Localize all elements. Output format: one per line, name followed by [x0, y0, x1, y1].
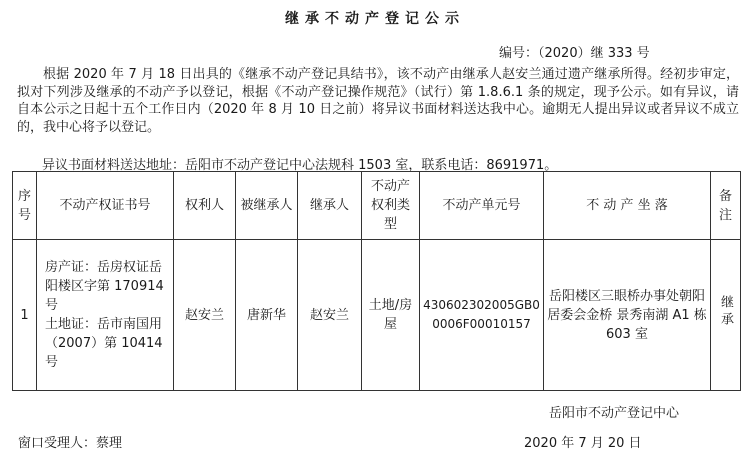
- header-cert: 不动产权证书号: [37, 172, 174, 240]
- table-row: [13, 240, 741, 391]
- header-deceased: 被继承人: [236, 172, 298, 240]
- cell-heir: 赵安兰: [298, 240, 362, 391]
- cell-type: 土地/房屋: [362, 240, 420, 391]
- property-table: [12, 171, 741, 391]
- cert-house: 房产证：岳房权证岳阳楼区字第 170914 号: [45, 260, 164, 313]
- cell-remark: [711, 240, 741, 391]
- cert-land: 土地证：岳市南国用（2007）第 10414 号: [45, 317, 163, 370]
- header-heir: 继承人: [298, 172, 362, 240]
- header-unit: 不动产单元号: [420, 172, 544, 240]
- remark-text: 继承: [718, 295, 733, 329]
- cell-location: 岳阳楼区三眼桥办事处朝阳居委会金桥 景秀南湖 A1 栋 603 室: [544, 240, 711, 391]
- header-type: 不动产权利类型: [362, 172, 420, 240]
- cell-owner: 赵安兰: [174, 240, 236, 391]
- cell-seq: 1: [13, 240, 37, 391]
- header-owner: 权利人: [174, 172, 236, 240]
- cell-unit: 430602302005GB00006F00010157: [420, 240, 544, 391]
- table-header-row: [13, 172, 741, 240]
- page-title: 继承不动产登记公示: [285, 11, 465, 27]
- header-location: 不 动 产 坐 落: [544, 172, 711, 240]
- issuer-name: 岳阳市不动产登记中心: [549, 406, 680, 421]
- cell-deceased: 唐新华: [236, 240, 298, 391]
- objection-address: 异议书面材料送达地址：岳阳市不动产登记中心法规科 1503 室，联系电话：8691971。: [42, 158, 558, 173]
- issue-date: 2020 年 7 月 20 日: [524, 436, 642, 451]
- document-number: 编号：（2020）继 333 号: [499, 46, 650, 61]
- window-receiver: 窗口受理人：蔡理: [18, 436, 123, 451]
- cell-cert: [37, 240, 174, 391]
- announcement-body: 根据 2020 年 7 月 18 日出具的《继承不动产登记具结书》，该不动产由继承人赵安兰通过遗产继承所得。经初步审定， 拟对下列涉及继承的不动产予以登记，根据《不动产登记操作规范》（试行）第 1.8.6.1 条的规定，现予公示。如有异议，请自本公示之日起十五个工作日内（2020 年 8 月 10 日之前）将异议书面材料送达我中心。逾期无人提出异议或者异议不成立的，我中心将予以登记。: [17, 67, 739, 135]
- header-seq: 序号: [13, 172, 37, 240]
- header-remark: 备注: [711, 172, 741, 240]
